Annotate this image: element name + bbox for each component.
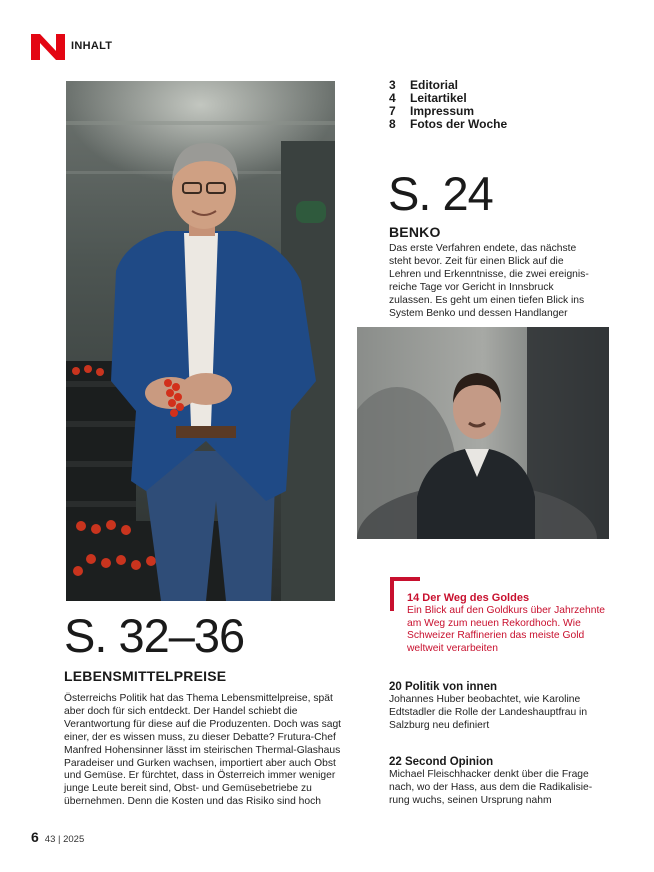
toc-page-number: 7 xyxy=(389,104,396,118)
toc-highlight-item[interactable] xyxy=(407,592,607,655)
feature-photo-greenhouse xyxy=(66,81,335,601)
toc-page-number: 4 xyxy=(389,91,396,105)
toc-title: Leitartikel xyxy=(410,91,467,105)
brand-logo-icon xyxy=(31,34,65,60)
feature-teaser: Das erste Verfahren endete, das nächste steht bevor. Zeit für einen Blick auf die Lehren und Erkenntnisse, die zwei ereignis-reiche Tage vor Gericht in Innsbruck zulassen. Es geht um einen tiefen Blick ins System Benko und dessen Handlanger xyxy=(389,243,589,319)
toc-title: Editorial xyxy=(410,78,459,92)
toc-list xyxy=(389,79,507,131)
toc-entry[interactable] xyxy=(389,118,507,131)
highlight-title: 14 Der Weg des Goldes xyxy=(407,592,530,604)
page-footer xyxy=(31,829,84,845)
item-teaser: Johannes Huber beobachtet, wie Karoline Edtstadler die Rolle der Landeshauptfrau in Salzburg neu definiert xyxy=(389,694,588,731)
toc-page-number: 3 xyxy=(389,78,396,92)
feature-photo-court xyxy=(357,327,609,539)
feature-teaser: Österreichs Politik hat das Thema Lebensmittelpreise, spät aber doch für sich entdeckt. Der Handel schiebt die Verantwortung für diese auf die Produzenten. Doch was sagt einer, der es wissen muss, zu dieser Debatte? Frutura-Chef Manfred Hohensinner lässt im steirischen Thermal-Glashaus Paradeiser und Gurken wachsen, importiert aber auch Obst und Gemüse. Er fürchtet, dass in Österreich immer weniger junge Leute bereit sind, Obst- und Gemüsebetriebe zu übernehmen. Denn die Kosten und das Risiko sind hoch xyxy=(64,693,342,808)
toc-item[interactable] xyxy=(389,755,604,808)
issue-label: 43 | 2025 xyxy=(44,834,85,845)
item-teaser: Michael Fleischhacker denkt über die Frage nach, wo der Hass, aus dem die Radikalisie-rung wuchs, seinen Ursprung nahm xyxy=(389,769,593,806)
toc-page-number: 8 xyxy=(389,117,396,131)
toc-title: Fotos der Woche xyxy=(410,117,508,131)
feature-title[interactable]: BENKO xyxy=(389,224,441,240)
highlight-teaser: Ein Blick auf den Goldkurs über Jahrzehnte am Weg zum neuen Rekordhoch. Wie Schweizer Raffinerien das meiste Gold weltweit verarbeiten xyxy=(407,605,606,654)
item-title: 22 Second Opinion xyxy=(389,756,494,768)
feature-title[interactable]: LEBENSMITTELPREISE xyxy=(64,668,227,684)
item-title: 20 Politik von innen xyxy=(389,681,497,693)
page-number: 6 xyxy=(31,829,39,845)
toc-item[interactable] xyxy=(389,680,604,733)
toc-title: Impressum xyxy=(410,104,475,118)
feature-page-number: S. 24 xyxy=(388,167,493,220)
section-label: INHALT xyxy=(71,40,113,52)
feature-page-number: S. 32–36 xyxy=(64,609,245,662)
